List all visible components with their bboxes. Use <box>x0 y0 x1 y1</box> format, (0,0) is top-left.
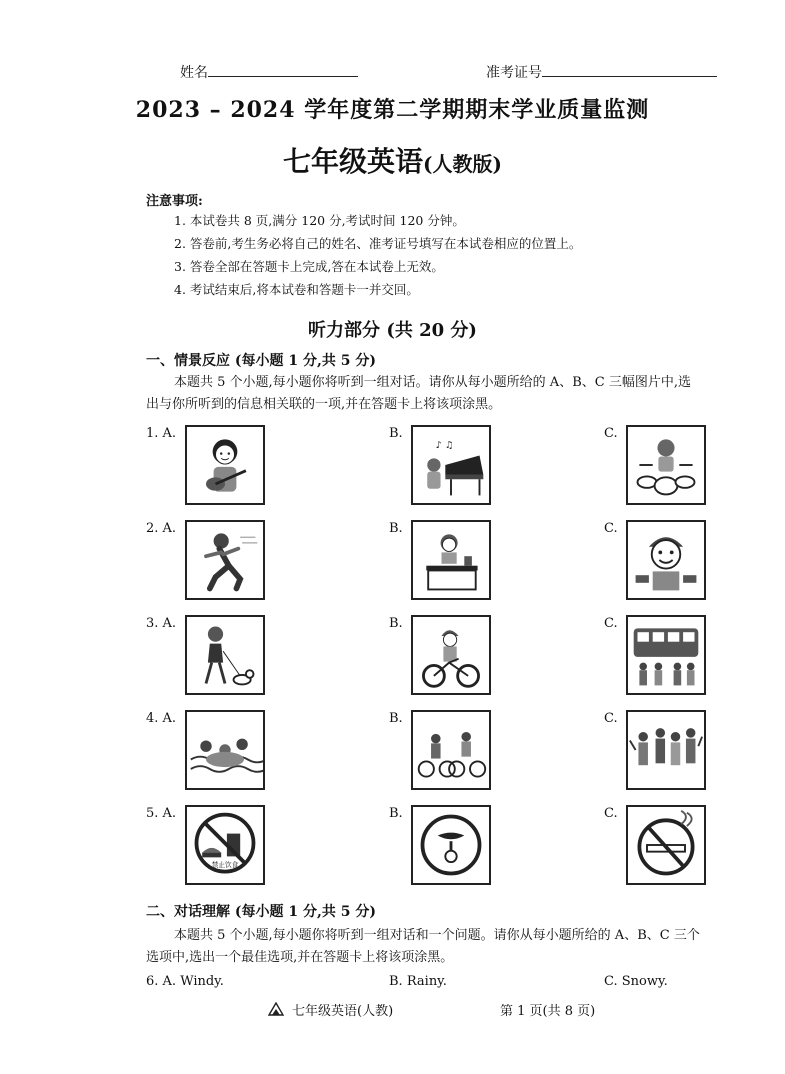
no-smoking-sign-picture[interactable] <box>626 805 706 885</box>
question-6-option-c[interactable]: C. Snowy. <box>604 974 668 989</box>
question-number: 4. A. <box>146 711 177 726</box>
option-label: C. <box>604 806 618 821</box>
sign-text: 禁止饮食 <box>211 860 239 869</box>
exam-title: 2023 – 2024 学年度第二学期期末学业质量监测 <box>135 97 650 123</box>
girl-cooking-picture[interactable] <box>411 520 491 600</box>
people-taking-bus-picture[interactable] <box>626 615 706 695</box>
notice-item: 2. 答卷前,考生务必将自己的姓名、准考证号填写在本试卷相应的位置上。 <box>174 236 582 251</box>
edition-label: (人教版) <box>423 152 502 176</box>
people-cycling-picture[interactable] <box>411 710 491 790</box>
no-eating-sign-picture[interactable] <box>185 805 265 885</box>
no-talking-sign-picture[interactable] <box>411 805 491 885</box>
name-field[interactable] <box>180 62 358 82</box>
option-label: C. <box>604 426 618 441</box>
girl-playing-piano-picture[interactable] <box>411 425 491 505</box>
exam-number-field[interactable] <box>486 62 717 82</box>
girl-walking-dog-picture[interactable] <box>185 615 265 695</box>
notice-item: 1. 本试卷共 8 页,满分 120 分,考试时间 120 分钟。 <box>174 213 465 228</box>
option-label: C. <box>604 521 618 536</box>
exam-number-label: 准考证号 <box>486 65 542 81</box>
name-line[interactable] <box>208 62 358 77</box>
question-number: 3. A. <box>146 616 177 631</box>
question-number: 1. A. <box>146 426 177 441</box>
svg-text:♪ ♫: ♪ ♫ <box>435 439 454 451</box>
option-label: C. <box>604 616 618 631</box>
question-number: 5. A. <box>146 806 177 821</box>
girl-riding-bike-picture[interactable] <box>411 615 491 695</box>
people-dancing-picture[interactable] <box>626 710 706 790</box>
section2-heading: 二、对话理解 (每小题 1 分,共 5 分) <box>146 904 376 920</box>
people-swimming-picture[interactable] <box>185 710 265 790</box>
section1-heading: 一、情景反应 (每小题 1 分,共 5 分) <box>146 353 376 369</box>
section1-instruction: 本题共 5 个小题,每小题你将听到一组对话。请你从每小题所给的 A、B、C 三幅图片中,选 <box>174 375 691 390</box>
option-label: B. <box>389 521 403 536</box>
section1-instruction: 出与你所听到的信息相关联的一项,并在答题卡上将该项涂黑。 <box>146 397 502 412</box>
listening-part-title: 听力部分 (共 20 分) <box>308 320 477 341</box>
subject-title: 七年级英语 <box>283 145 424 178</box>
footer-subject: 七年级英语(人教) <box>292 1004 394 1019</box>
girl-playing-guitar-picture[interactable] <box>185 425 265 505</box>
question-6-option-a[interactable]: 6. A. Windy. <box>146 974 224 989</box>
boy-running-picture[interactable] <box>185 520 265 600</box>
option-label: B. <box>389 426 403 441</box>
name-label: 姓名 <box>180 65 208 81</box>
exam-number-line[interactable] <box>542 62 717 77</box>
option-label: B. <box>389 806 403 821</box>
notice-heading: 注意事项: <box>146 194 203 209</box>
option-label: C. <box>604 711 618 726</box>
question-6-option-b[interactable]: B. Rainy. <box>389 974 447 989</box>
notice-item: 3. 答卷全部在答题卡上完成,答在本试卷上无效。 <box>174 259 444 274</box>
girl-playing-drums-picture[interactable] <box>626 425 706 505</box>
mountain-logo-icon <box>268 1001 284 1015</box>
question-number: 2. A. <box>146 521 177 536</box>
option-label: B. <box>389 711 403 726</box>
notice-item: 4. 考试结束后,将本试卷和答题卡一并交回。 <box>174 282 419 297</box>
section2-instruction: 本题共 5 个小题,每小题你将听到一组对话和一个问题。请你从每小题所给的 A、B、C 三个 <box>174 928 700 943</box>
page-number: 第 1 页(共 8 页) <box>500 1004 596 1019</box>
section2-instruction: 选项中,选出一个最佳选项,并在答题卡上将该项涂黑。 <box>146 950 454 965</box>
exam-subtitle <box>0 140 785 180</box>
boy-with-food-picture[interactable] <box>626 520 706 600</box>
option-label: B. <box>389 616 403 631</box>
